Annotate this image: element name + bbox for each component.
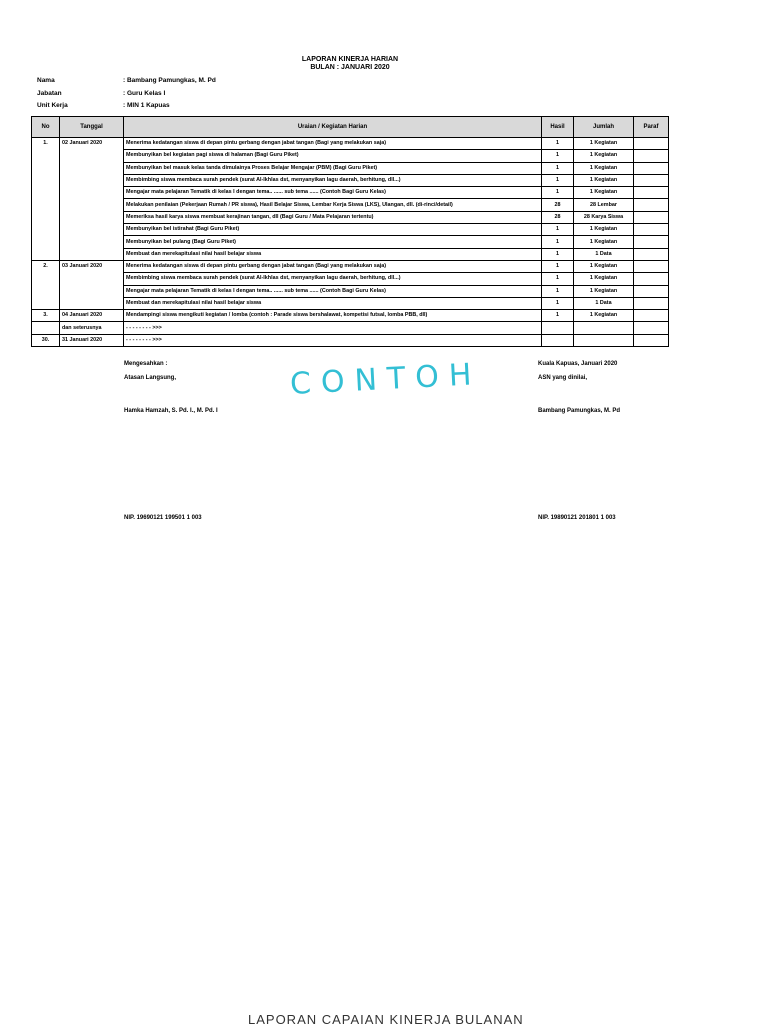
row-result: 1 xyxy=(542,273,574,285)
row-number xyxy=(32,211,60,223)
row-date: 31 Januari 2020 xyxy=(60,334,124,346)
row-amount: 1 Kegiatan xyxy=(574,285,634,297)
row-number xyxy=(32,150,60,162)
row-result: 1 xyxy=(542,248,574,260)
row-date xyxy=(60,224,124,236)
row-initial xyxy=(634,322,669,334)
row-initial xyxy=(634,187,669,199)
row-result: 1 xyxy=(542,224,574,236)
row-result xyxy=(542,322,574,334)
row-activity: Mengajar mata pelajaran Tematik di kelas I dengan tema.. ...... sub tema ...... (Contoh Bagi Guru Kelas) xyxy=(124,285,542,297)
row-initial xyxy=(634,273,669,285)
row-result: 1 xyxy=(542,310,574,322)
row-initial xyxy=(634,310,669,322)
row-date: dan seterusnya xyxy=(60,322,124,334)
col-header-initial: Paraf xyxy=(634,117,669,138)
table-row xyxy=(32,322,669,334)
row-amount: 1 Kegiatan xyxy=(574,150,634,162)
row-date xyxy=(60,297,124,309)
row-activity: Membuat dan merekapitulasi nilai hasil belajar siswa xyxy=(124,248,542,260)
row-activity: Menerima kedatangan siswa di depan pintu gerbang dengan jabat tangan (Bagi yang melakukan saja) xyxy=(124,260,542,272)
table-row xyxy=(32,273,669,285)
row-result: 28 xyxy=(542,211,574,223)
employee-role: ASN yang dinilai, xyxy=(538,375,588,381)
row-date xyxy=(60,199,124,211)
row-amount: 1 Kegiatan xyxy=(574,310,634,322)
next-page-heading: LAPORAN CAPAIAN KINERJA BULANAN xyxy=(248,1012,524,1027)
row-amount xyxy=(574,322,634,334)
row-amount: 1 Kegiatan xyxy=(574,174,634,186)
row-activity: Mengajar mata pelajaran Tematik di kelas I dengan tema.. ...... sub tema ...... (Contoh Bagi Guru Kelas) xyxy=(124,187,542,199)
row-initial xyxy=(634,260,669,272)
row-initial xyxy=(634,162,669,174)
row-amount: 1 Kegiatan xyxy=(574,187,634,199)
col-header-result: Hasil xyxy=(542,117,574,138)
table-row xyxy=(32,285,669,297)
row-date xyxy=(60,248,124,260)
row-date xyxy=(60,174,124,186)
table-row xyxy=(32,138,669,150)
row-initial xyxy=(634,297,669,309)
supervisor-nip: NIP. 19690121 199501 1 003 xyxy=(124,515,202,521)
row-initial xyxy=(634,248,669,260)
info-label: Nama xyxy=(37,77,55,84)
row-activity: Memeriksa hasil karya siswa membuat kerajinan tangan, dll (Bagi Guru / Mata Pelajaran tertentu) xyxy=(124,211,542,223)
row-number xyxy=(32,224,60,236)
col-header-activity: Uraian / Kegiatan Harian xyxy=(124,117,542,138)
table-row xyxy=(32,310,669,322)
table-row xyxy=(32,211,669,223)
row-activity: Menerima kedatangan siswa di depan pintu gerbang dengan jabat tangan (Bagi yang melakukan saja) xyxy=(124,138,542,150)
table-row xyxy=(32,297,669,309)
row-number: 3. xyxy=(32,310,60,322)
row-amount: 1 Kegiatan xyxy=(574,162,634,174)
table-row xyxy=(32,187,669,199)
table-row xyxy=(32,150,669,162)
row-number xyxy=(32,285,60,297)
info-label: Jabatan xyxy=(37,90,62,97)
row-amount: 28 Lembar xyxy=(574,199,634,211)
row-initial xyxy=(634,174,669,186)
row-result: 1 xyxy=(542,174,574,186)
table-row xyxy=(32,260,669,272)
row-activity: Membunyikan bel pulang (Bagi Guru Piket) xyxy=(124,236,542,248)
row-number xyxy=(32,322,60,334)
daily-activity-table xyxy=(31,116,669,347)
row-number: 30. xyxy=(32,334,60,346)
employee-name: Bambang Pamungkas, M. Pd xyxy=(538,408,621,414)
row-initial xyxy=(634,199,669,211)
row-amount: 1 Data xyxy=(574,248,634,260)
row-initial xyxy=(634,334,669,346)
row-date xyxy=(60,236,124,248)
row-amount: 1 Kegiatan xyxy=(574,224,634,236)
row-result: 1 xyxy=(542,150,574,162)
info-value: : Bambang Pamungkas, M. Pd xyxy=(123,77,216,84)
row-number xyxy=(32,297,60,309)
row-result xyxy=(542,334,574,346)
row-initial xyxy=(634,211,669,223)
info-label: Unit Kerja xyxy=(37,102,68,109)
row-date xyxy=(60,162,124,174)
row-activity: Membimbing siswa membaca surah pendek (surat Al-Ikhlas dst, menyanyikan lagu daerah, berhitung, dll...) xyxy=(124,174,542,186)
row-number xyxy=(32,273,60,285)
row-number: 1. xyxy=(32,138,60,150)
col-header-no: No xyxy=(32,117,60,138)
row-date xyxy=(60,187,124,199)
table-row xyxy=(32,224,669,236)
row-initial xyxy=(634,150,669,162)
row-activity: Membunyikan bel istirahat (Bagi Guru Piket) xyxy=(124,224,542,236)
report-period: BULAN : JANUARI 2020 xyxy=(310,64,390,71)
place-date: Kuala Kapuas, Januari 2020 xyxy=(538,361,618,367)
row-number xyxy=(32,248,60,260)
report-title: LAPORAN KINERJA HARIAN xyxy=(301,56,399,63)
table-row xyxy=(32,248,669,260)
row-result: 1 xyxy=(542,285,574,297)
row-result: 1 xyxy=(542,236,574,248)
row-amount: 1 Data xyxy=(574,297,634,309)
supervisor-role: Atasan Langsung, xyxy=(124,375,177,381)
approval-heading: Mengesahkan : xyxy=(124,361,168,367)
row-date: 04 Januari 2020 xyxy=(60,310,124,322)
row-activity: Mendampingi siswa mengikuti kegiatan / lomba (contoh : Parade siswa bershalawat, kompetisi futsal, lomba PBB, dll) xyxy=(124,310,542,322)
row-activity: Melakukan penilaian (Pekerjaan Rumah / PR siswa), Hasil Belajar Siswa, Lembar Kerja Siswa (LKS), Ulangan, dll. (di-rinci/detail) xyxy=(124,199,542,211)
row-number xyxy=(32,162,60,174)
sample-watermark: CONTOH xyxy=(289,357,483,402)
table-row xyxy=(32,236,669,248)
table-row xyxy=(32,174,669,186)
row-activity: Membimbing siswa membaca surah pendek (surat Al-Ikhlas dst, menyanyikan lagu daerah, berhitung, dll...) xyxy=(124,273,542,285)
row-result: 28 xyxy=(542,199,574,211)
table-row xyxy=(32,162,669,174)
row-result: 1 xyxy=(542,162,574,174)
row-result: 1 xyxy=(542,297,574,309)
info-value: : MIN 1 Kapuas xyxy=(123,102,170,109)
row-amount: 1 Kegiatan xyxy=(574,138,634,150)
row-activity: Membunyikan bel kegiatan pagi siswa di halaman (Bagi Guru Piket) xyxy=(124,150,542,162)
row-date: 02 Januari 2020 xyxy=(60,138,124,150)
row-number xyxy=(32,174,60,186)
row-result: 1 xyxy=(542,260,574,272)
row-date xyxy=(60,211,124,223)
supervisor-name: Hamka Hamzah, S. Pd. I., M. Pd. I xyxy=(124,408,218,414)
row-date: 03 Januari 2020 xyxy=(60,260,124,272)
employee-nip: NIP. 19890121 201801 1 003 xyxy=(538,515,616,521)
col-header-date: Tanggal xyxy=(60,117,124,138)
row-result: 1 xyxy=(542,138,574,150)
table-header-row xyxy=(32,117,669,138)
row-initial xyxy=(634,138,669,150)
row-activity: - - - - - - - - >>> xyxy=(124,322,542,334)
row-initial xyxy=(634,236,669,248)
row-number: 2. xyxy=(32,260,60,272)
table-row xyxy=(32,334,669,346)
table-row xyxy=(32,199,669,211)
info-value: : Guru Kelas I xyxy=(123,90,166,97)
row-number xyxy=(32,236,60,248)
row-activity: Membuat dan merekapitulasi nilai hasil belajar siswa xyxy=(124,297,542,309)
row-date xyxy=(60,150,124,162)
row-amount: 1 Kegiatan xyxy=(574,260,634,272)
row-amount: 1 Kegiatan xyxy=(574,273,634,285)
row-amount xyxy=(574,334,634,346)
row-activity: Membunyikan bel masuk kelas tanda dimulainya Proses Belajar Mengajar (PBM) (Bagi Guru Piket) xyxy=(124,162,542,174)
row-date xyxy=(60,273,124,285)
row-number xyxy=(32,187,60,199)
row-number xyxy=(32,199,60,211)
row-amount: 1 Kegiatan xyxy=(574,236,634,248)
row-amount: 28 Karya Siswa xyxy=(574,211,634,223)
row-initial xyxy=(634,224,669,236)
row-initial xyxy=(634,285,669,297)
row-result: 1 xyxy=(542,187,574,199)
row-activity: - - - - - - - - >>> xyxy=(124,334,542,346)
row-date xyxy=(60,285,124,297)
col-header-amount: Jumlah xyxy=(574,117,634,138)
